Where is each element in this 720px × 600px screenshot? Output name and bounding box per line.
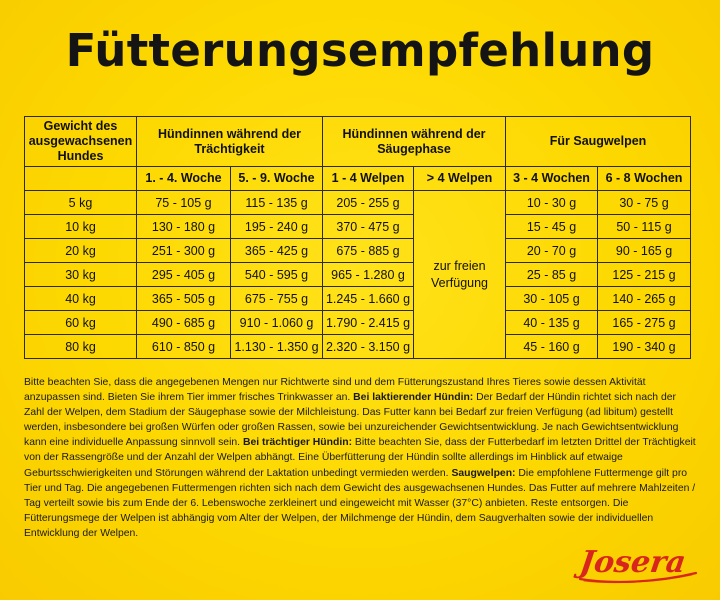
cell-pregnancy-w1-4: 251 - 300 g — [137, 239, 231, 263]
table-row — [25, 263, 691, 287]
cell-pregnancy-w5-9: 195 - 240 g — [231, 215, 323, 239]
cell-puppies-6-8: 90 - 165 g — [598, 239, 691, 263]
cell-lactation-1-4: 1.245 - 1.660 g — [323, 287, 414, 311]
subheader-weeks-3-4: 3 - 4 Wochen — [506, 167, 598, 191]
table-row — [25, 311, 691, 335]
header-puppies: Für Saugwelpen — [506, 117, 691, 167]
cell-pregnancy-w5-9: 675 - 755 g — [231, 287, 323, 311]
cell-weight: 40 kg — [25, 287, 137, 311]
subheader-puppies-1-4: 1 - 4 Welpen — [323, 167, 414, 191]
cell-puppies-3-4: 15 - 45 g — [506, 215, 598, 239]
note-pregnant-text: Bitte beachten Sie, dass der Futterbedarf im letzten Drittel der Trächtigkeit von der Rassengröße und der Anzahl der Welpen abhängt. Eine Überfütterung der Hündin sollte allerdings im Hinblick auf etwaige Geburtsschwierigkeiten und Störungen während der Laktation unbedingt vermieden werden. — [24, 437, 696, 479]
cell-puppies-3-4: 10 - 30 g — [506, 191, 598, 215]
note-puppies-text: Die empfohlene Futtermenge gilt pro Tier und Tag. Die angegebenen Futtermengen richten sich nach dem Gewicht des ausgewachsenen Hundes. Das Futter auf mehrere Mahlzeiten / Tag verteilt sowie bis zum Ende der 6. Lebenswoche zerkleinert und eingeweicht mit Wasser (37°C) anbieten. Reste entsorgen. Die Fütterungsmege der Welpen ist abhängig vom Alter der Welpen, der Milchmenge der Hündin, dem Saugverhalten sowie der individuellen Entwicklung der Welpen. — [24, 467, 696, 539]
cell-lactation-1-4: 965 - 1.280 g — [323, 263, 414, 287]
note-heading-lactating: Bei laktierender Hündin: — [353, 392, 474, 404]
cell-pregnancy-w1-4: 365 - 505 g — [137, 287, 231, 311]
subheader-week-1-4: 1. - 4. Woche — [137, 167, 231, 191]
cell-puppies-6-8: 30 - 75 g — [598, 191, 691, 215]
cell-pregnancy-w5-9: 1.130 - 1.350 g — [231, 335, 323, 359]
cell-weight: 60 kg — [25, 311, 137, 335]
cell-free-feeding: zur freien Verfügung — [414, 191, 506, 359]
subheader-week-5-9: 5. - 9. Woche — [231, 167, 323, 191]
note-lactating-text: Der Bedarf der Hündin richtet sich nach der Zahl der Welpen, dem Stadium der Säugephase sowie der Milchleistung. Das Futter kann bei Bedarf zur freien Verfügung (ad libitum) gestellt werden, insbesondere bei großen Würfen oder großen Rassen, sowie bei unzureichender Gewichtsentwicklung. Je nach Gewichtsentwicklung kann eine individuelle Anpassung sinnvoll sein. — [24, 392, 679, 449]
header-weight: Gewicht des ausgewachsenen Hundes — [25, 117, 137, 167]
cell-puppies-3-4: 30 - 105 g — [506, 287, 598, 311]
header-lactation: Hündinnen während der Säugephase — [323, 117, 506, 167]
note-heading-puppies: Saugwelpen: — [451, 467, 516, 479]
cell-weight: 30 kg — [25, 263, 137, 287]
cell-pregnancy-w5-9: 365 - 425 g — [231, 239, 323, 263]
cell-puppies-3-4: 20 - 70 g — [506, 239, 598, 263]
cell-weight: 10 kg — [25, 215, 137, 239]
cell-puppies-3-4: 25 - 85 g — [506, 263, 598, 287]
josera-logo — [570, 540, 700, 584]
cell-pregnancy-w1-4: 295 - 405 g — [137, 263, 231, 287]
cell-pregnancy-w1-4: 610 - 850 g — [137, 335, 231, 359]
table-row — [25, 335, 691, 359]
cell-puppies-3-4: 45 - 160 g — [506, 335, 598, 359]
subheader-weeks-6-8: 6 - 8 Wochen — [598, 167, 691, 191]
table-row — [25, 191, 691, 215]
cell-weight: 80 kg — [25, 335, 137, 359]
cell-pregnancy-w1-4: 490 - 685 g — [137, 311, 231, 335]
table-row — [25, 287, 691, 311]
cell-puppies-6-8: 190 - 340 g — [598, 335, 691, 359]
cell-puppies-6-8: 140 - 265 g — [598, 287, 691, 311]
cell-pregnancy-w5-9: 115 - 135 g — [231, 191, 323, 215]
cell-lactation-1-4: 2.320 - 3.150 g — [323, 335, 414, 359]
page-title: Fütterungsempfehlung — [65, 24, 655, 77]
note-intro: Bitte beachten Sie, dass die angegebenen Mengen nur Richtwerte sind und dem Fütterungszustand Ihres Tieres sowie dessen Aktivität anzupassen sind. Bieten Sie ihrem Tier immer frisches Trinkwasser an. — [24, 377, 646, 404]
cell-puppies-3-4: 40 - 135 g — [506, 311, 598, 335]
cell-lactation-1-4: 205 - 255 g — [323, 191, 414, 215]
cell-lactation-1-4: 1.790 - 2.415 g — [323, 311, 414, 335]
cell-puppies-6-8: 50 - 115 g — [598, 215, 691, 239]
cell-weight: 20 kg — [25, 239, 137, 263]
header-pregnancy: Hündinnen während der Trächtigkeit — [137, 117, 323, 167]
cell-weight: 5 kg — [25, 191, 137, 215]
note-heading-pregnant: Bei trächtiger Hündin: — [242, 437, 353, 449]
cell-pregnancy-w5-9: 540 - 595 g — [231, 263, 323, 287]
cell-pregnancy-w5-9: 910 - 1.060 g — [231, 311, 323, 335]
subheader-puppies-4-plus: > 4 Welpen — [414, 167, 506, 191]
cell-lactation-1-4: 370 - 475 g — [323, 215, 414, 239]
feeding-table — [24, 116, 691, 359]
cell-pregnancy-w1-4: 130 - 180 g — [137, 215, 231, 239]
table-row — [25, 215, 691, 239]
cell-puppies-6-8: 165 - 275 g — [598, 311, 691, 335]
cell-lactation-1-4: 675 - 885 g — [323, 239, 414, 263]
cell-puppies-6-8: 125 - 215 g — [598, 263, 691, 287]
table-row — [25, 239, 691, 263]
logo-wordmark: Josera — [577, 545, 688, 580]
subheader-empty — [25, 167, 137, 191]
feeding-notes — [24, 375, 696, 541]
cell-pregnancy-w1-4: 75 - 105 g — [137, 191, 231, 215]
